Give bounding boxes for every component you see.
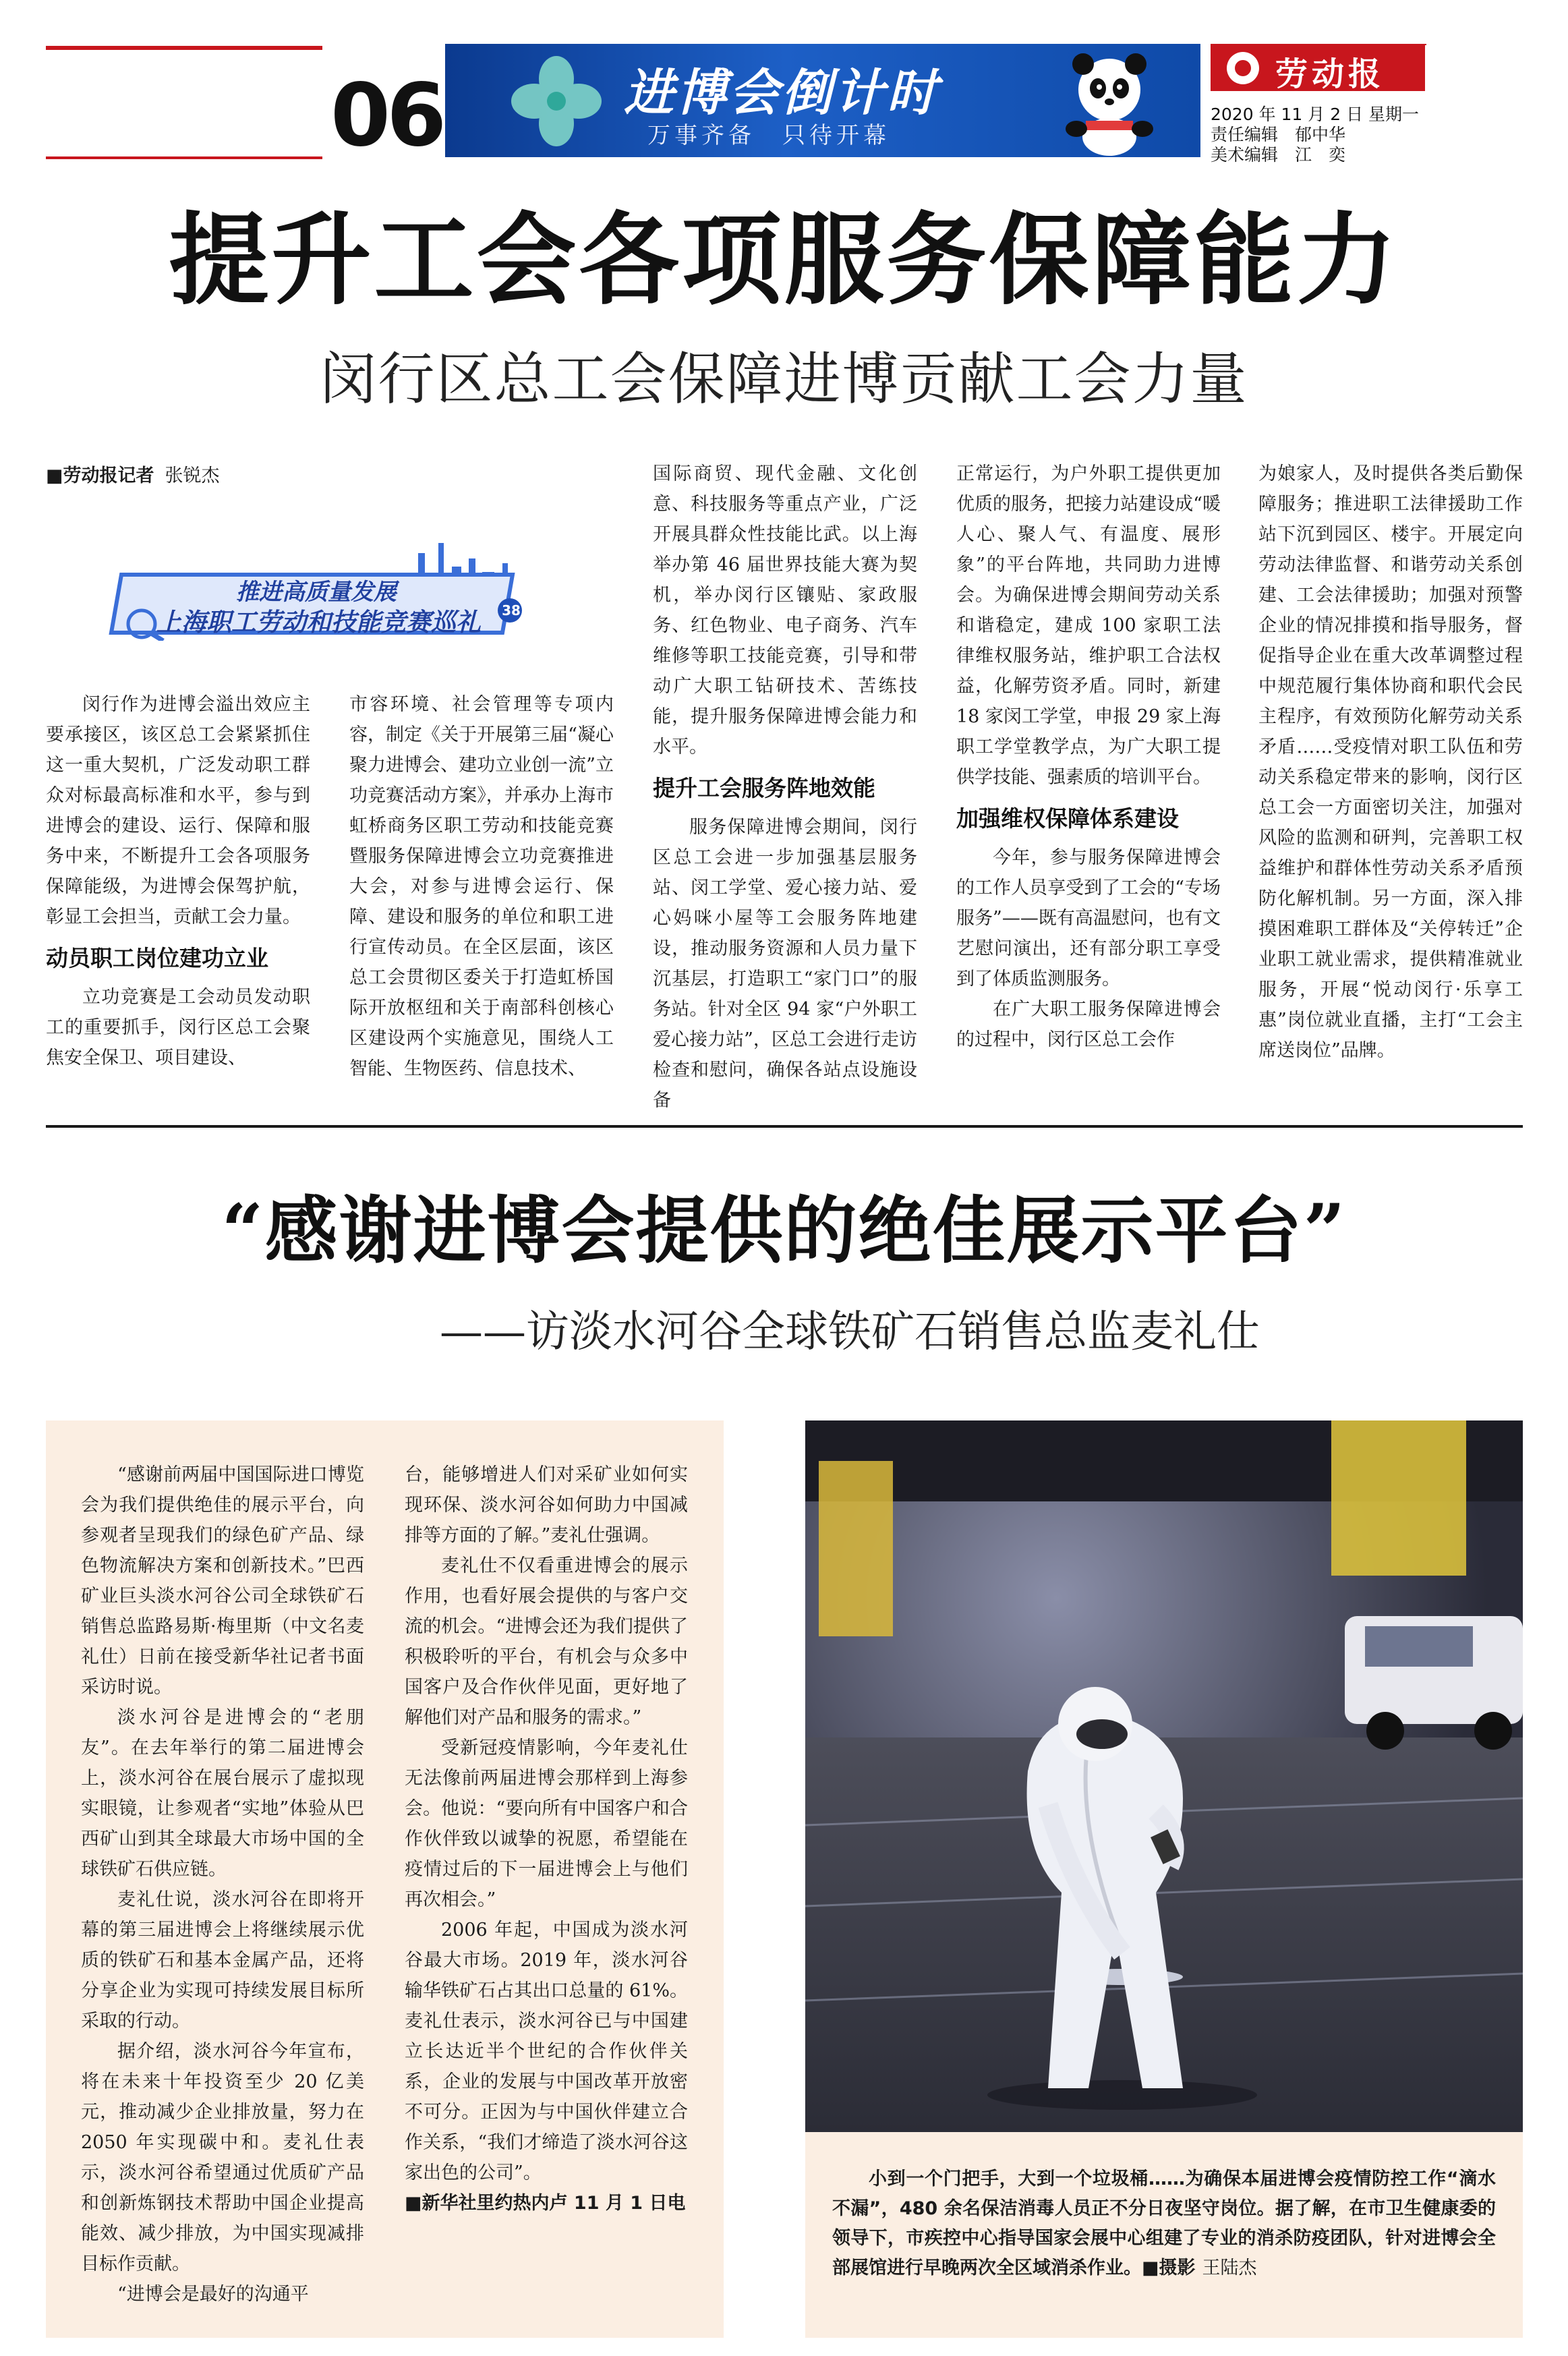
- contest-line-2: 上海职工劳动和技能竞赛巡礼: [156, 608, 481, 637]
- byline-label: ■劳动报记者: [46, 465, 154, 486]
- section-heading: 加强维权保障体系建设: [956, 805, 1179, 832]
- article1-column-5: [1258, 459, 1523, 1066]
- caption-text: 小到一个门把手，大到一个垃圾桶……为确保本届进博会疫情防控工作“滴水不漏”，480 余名保洁消毒人员正不分日夜坚守岗位。据了解，在市卫生健康委的领导下，市疾控中心指导国家会展中心组建了专业的消杀防疫团队，针对进博会全部展馆进行早晚两次全区域消杀作业。: [832, 2168, 1496, 2278]
- article2-column-1: [81, 1460, 364, 2309]
- byline-name: 张锐杰: [165, 465, 220, 486]
- paragraph: 国际商贸、现代金融、文化创意、科技服务等重点产业，广泛开展具群众性技能比武。以上海举办第 46 届世界技能大赛为契机，举办闵行区镶贴、家政服务、红色物业、电子商务、汽车维修等职工技能竞赛，引导和带动广大职工钻研技术、苦练技能，提升服务保障进博会能力和水平。: [653, 463, 917, 757]
- news-photo: [805, 1420, 1523, 2132]
- article2-subheadline: ——访淡水河谷全球铁矿石销售总监麦礼仕: [440, 1307, 1260, 1357]
- header-rule-left-bottom: [46, 156, 322, 159]
- credit-name: 王陆杰: [1202, 2258, 1257, 2278]
- paragraph: 淡水河谷是进博会的“老朋友”。在去年举行的第二届进博会上，淡水河谷在展台展示了虚拟现实眼镜，让参观者“实地”体验从巴西矿山到其全球最大市场中国的全球铁矿石供应链。: [81, 1707, 364, 1880]
- paragraph: 服务保障进博会期间，闵行区总工会进一步加强基层服务站、闵工学堂、爱心接力站、爱心妈咪小屋等工会服务阵地建设，推动服务资源和人员力量下沉基层，打造职工“家门口”的服务站。针对全区 94 家“户外职工爱心接力站”，区总工会进行走访检查和慰问，确保各站点设施设备: [653, 817, 917, 1111]
- newspaper-name: 劳动报: [1275, 55, 1385, 93]
- paragraph: 麦礼仕不仅看重进博会的展示作用，也看好展会提供的与客户交流的机会。“进博会还为我们提供了积极聆听的平台，有机会与众多中国客户及合作伙伴见面，更好地了解他们对产品和服务的需求。”: [405, 1555, 688, 1728]
- date-line: 2020 年 11 月 2 日 星期一: [1211, 105, 1420, 124]
- photo-caption-box: [805, 2132, 1523, 2338]
- newspaper-logo: [1211, 45, 1425, 91]
- contest-line-1: 推进高质量发展: [236, 579, 397, 606]
- banner-title: 进博会倒计时: [624, 64, 939, 122]
- paragraph: 在广大职工服务保障进博会的过程中，闵行区总工会作: [956, 999, 1221, 1050]
- page-number: 06: [330, 65, 443, 166]
- article2-headline: “感谢进博会提供的绝佳展示平台”: [221, 1188, 1347, 1273]
- paragraph: 正常运行，为户外职工提供更加优质的服务，把接力站建设成“暖人心、聚人气、有温度、展形象”的平台阵地，共同助力进博会。为确保进博会期间劳动关系和谐稳定，建成 100 家职工法律维权服务站，维护职工合法权益，化解劳资矛盾。同时，新建 18 家闵工学堂，申报 29 家上海职工学堂教学点，为广大职工提供学技能、强素质的培训平台。: [956, 463, 1221, 788]
- paragraph: “感谢前两届中国国际进口博览会为我们提供绝佳的展示平台，向参观者呈现我们的绿色矿产品、绿色物流解决方案和创新技术。”巴西矿业巨头淡水河谷公司全球铁矿石销售总监路易斯·梅里斯（中文名麦礼仕）日前在接受新华社记者书面采访时说。: [81, 1464, 364, 1698]
- banner-subtitle: 万事齐备 只待开幕: [647, 122, 890, 149]
- contest-number: 38: [502, 602, 521, 619]
- paragraph: 闵行作为进博会溢出效应主要承接区，该区总工会紧紧抓住这一重大契机，广泛发动职工群众对标最高标准和水平，参与到进博会的建设、运行、保障和服务中来，不断提升工会各项服务保障能级，为进博会保驾护航，彰显工会担当，贡献工会力量。: [46, 694, 310, 927]
- paragraph: 市容环境、社会管理等专项内容，制定《关于开展第三届“凝心聚力进博会、建功立业创一流”立功竞赛活动方案》，并承办上海市虹桥商务区职工劳动和技能竞赛暨服务保障进博会立功竞赛推进大会，对参与进博会运行、保障、建设和服务的单位和职工进行宣传动员。在全区层面，该区总工会贯彻区委关于打造虹桥国际开放枢纽和关于南部科创核心区建设两个实施意见，围绕人工智能、生物医药、信息技术、: [349, 694, 614, 1079]
- paragraph: 台，能够增进人们对采矿业如何实现环保、淡水河谷如何助力中国减排等方面的了解。”麦礼仕强调。: [405, 1464, 688, 1546]
- article1-column-2: [349, 689, 614, 1084]
- disinfection-worker-photo: [805, 1420, 1523, 2132]
- credit-label: ■摄影: [1142, 2258, 1196, 2278]
- editor-line: 责任编辑 郁中华: [1211, 125, 1346, 144]
- photo-caption: [832, 2164, 1496, 2283]
- article1-headline: 提升工会各项服务保障能力: [169, 201, 1399, 318]
- section-divider: [46, 1125, 1523, 1128]
- paragraph: 受新冠疫情影响，今年麦礼仕无法像前两届进博会那样到上海参会。他说：“要向所有中国客户和合作伙伴致以诚挚的祝愿，希望能在疫情过后的下一届进博会上与他们再次相会。”: [405, 1737, 688, 1910]
- paragraph: 立功竞赛是工会动员发动职工的重要抓手，闵行区总工会聚焦安全保卫、项目建设、: [46, 987, 310, 1068]
- clover-logo-icon: [506, 51, 607, 152]
- article1-subheadline: 闵行区总工会保障进博贡献工会力量: [320, 346, 1248, 412]
- paragraph: “进博会是最好的沟通平: [117, 2284, 309, 2305]
- paragraph: 2006 年起，中国成为淡水河谷最大市场。2019 年，淡水河谷输华铁矿石占其出口总量的 61%。麦礼仕表示，淡水河谷已与中国建立长达近半个世纪的合作伙伴关系，企业的发展与中国改革开放密不可分。正因为与中国伙伴建立合作关系，“我们才缔造了淡水河谷这家出色的公司”。: [405, 1920, 688, 2183]
- art-editor-line: 美术编辑 江 奕: [1211, 145, 1346, 165]
- panda-mascot-icon: [1039, 48, 1180, 156]
- dateline: ■新华社里约热内卢 11 月 1 日电: [405, 2193, 686, 2214]
- article1-column-1: [46, 689, 310, 1073]
- article1-column-3: [653, 459, 917, 1116]
- paragraph: 今年，参与服务保障进博会的工作人员享受到了工会的“专场服务”——既有高温慰问，也有文艺慰问演出，还有部分职工享受到了体质监测服务。: [956, 847, 1221, 989]
- paragraph: 为娘家人，及时提供各类后勤保障服务；推进职工法律援助工作站下沉到园区、楼宇。开展定向劳动法律监督、和谐劳动关系创建、工会法律援助；加强对预警企业的情况排摸和指导服务，督促指导企业在重大改革调整过程中规范履行集体协商和职代会民主程序，有效预防化解劳动关系矛盾……受疫情对职工队伍和劳动关系稳定带来的影响，闵行区总工会一方面密切关注，加强对风险的监测和研判，完善职工权益维护和群体性劳动关系矛盾预防化解机制。另一方面，深入排摸困难职工群体及“关停转迁”企业职工就业需求，提供精准就业服务，开展“悦动闵行·乐享工惠”岗位就业直播，主打“工会主席送岗位”品牌。: [1258, 463, 1523, 1061]
- paragraph: 麦礼仕说，淡水河谷在即将开幕的第三届进博会上将继续展示优质的铁矿石和基本金属产品，还将分享企业为实现可持续发展目标所采取的行动。: [81, 1889, 364, 2032]
- article1-byline: [46, 461, 220, 487]
- section-heading: 提升工会服务阵地效能: [653, 775, 875, 801]
- article2-column-2: [405, 1460, 688, 2218]
- article1-column-4: [956, 459, 1221, 1055]
- paragraph: 据介绍，淡水河谷今年宣布，将在未来十年投资至少 20 亿美元，推动减少企业排放量，努力在 2050 年实现碳中和。麦礼仕表示，淡水河谷希望通过优质矿产品和创新炼钢技术帮助中国企业提高能效、减少排放，为中国实现减排目标作贡献。: [81, 2041, 364, 2274]
- logo-mark-icon: [1227, 52, 1259, 84]
- header-rule-left-top: [46, 46, 322, 50]
- countdown-banner: [445, 44, 1200, 157]
- section-heading: 动员职工岗位建功立业: [46, 945, 268, 971]
